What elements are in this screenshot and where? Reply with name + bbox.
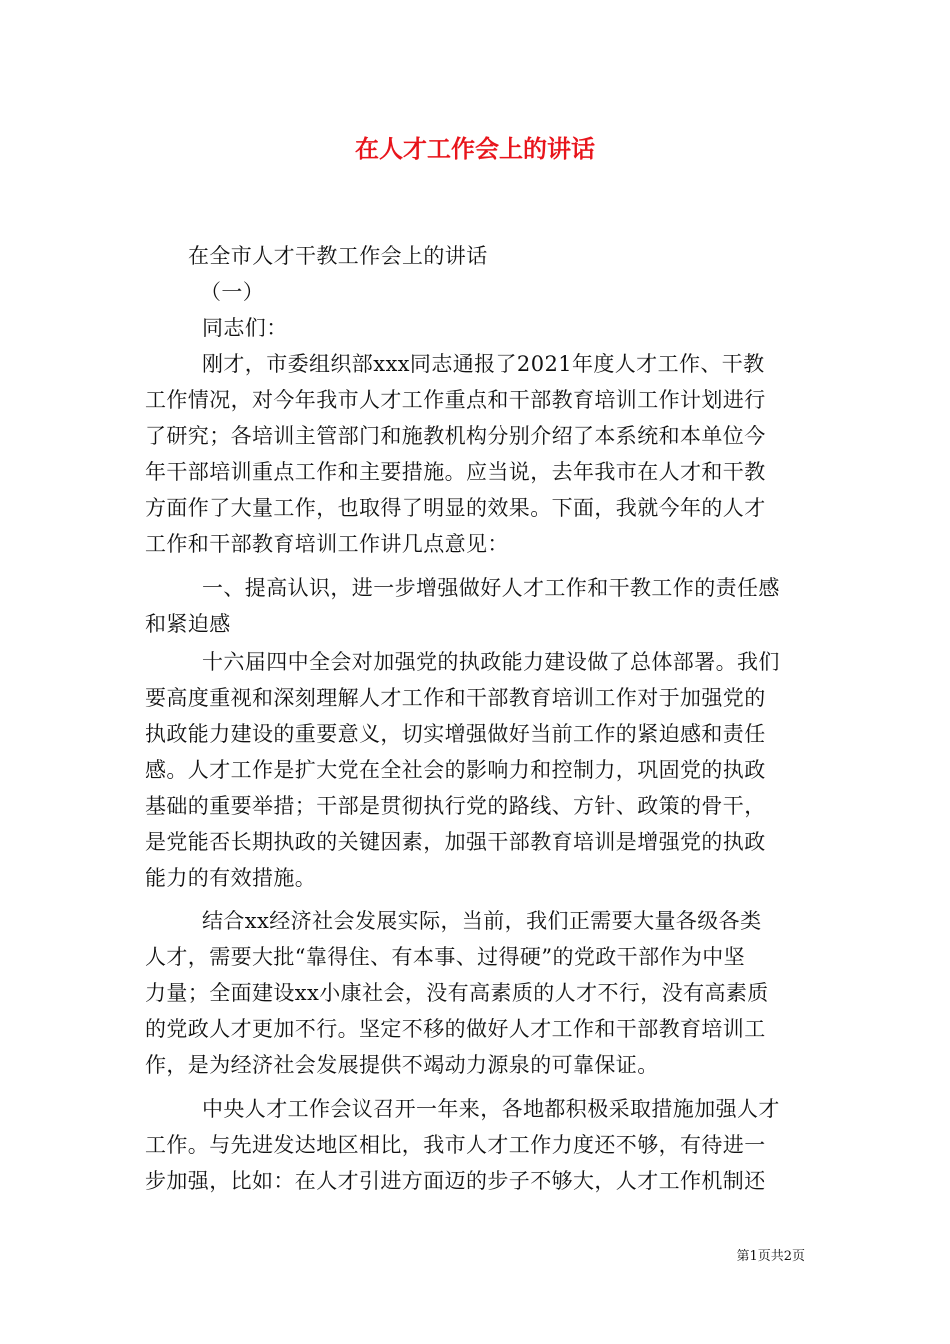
body-line: 和紧迫感 bbox=[145, 612, 231, 636]
body-line: 是党能否长期执政的关键因素，加强干部教育培训是增强党的执政 bbox=[145, 830, 766, 854]
body-line: 在全市人才干教工作会上的讲话 bbox=[188, 244, 488, 268]
body-line: 执政能力建设的重要意义，切实增强做好当前工作的紧迫感和责任 bbox=[145, 722, 766, 746]
body-line: 中央人才工作会议召开一年来，各地都积极采取措施加强人才 bbox=[202, 1097, 780, 1121]
body-line: 了研究；各培训主管部门和施教机构分别介绍了本系统和本单位今 bbox=[145, 424, 766, 448]
body-line: 人才，需要大批“靠得住、有本事、过得硬”的党政干部作为中坚 bbox=[145, 945, 746, 969]
body-line: 年干部培训重点工作和主要措施。应当说，去年我市在人才和干教 bbox=[145, 460, 766, 484]
body-line: 刚才，市委组织部xxx同志通报了2021年度人才工作、干教 bbox=[202, 352, 765, 376]
body-line: 基础的重要举措；干部是贯彻执行党的路线、方针、政策的骨干， bbox=[145, 794, 766, 818]
body-line: 工作。与先进发达地区相比，我市人才工作力度还不够，有待进一 bbox=[145, 1133, 766, 1157]
body-line: 作，是为经济社会发展提供不竭动力源泉的可靠保证。 bbox=[145, 1053, 659, 1077]
page-title: 在人才工作会上的讲话 bbox=[355, 134, 595, 163]
body-line: 方面作了大量工作，也取得了明显的效果。下面，我就今年的人才 bbox=[145, 496, 766, 520]
body-line: 要高度重视和深刻理解人才工作和干部教育培训工作对于加强党的 bbox=[145, 686, 766, 710]
body-line: 同志们： bbox=[202, 316, 288, 340]
page-number-footer: 第1页共2页 bbox=[736, 1249, 805, 1264]
body-line: 感。人才工作是扩大党在全社会的影响力和控制力，巩固党的执政 bbox=[145, 758, 766, 782]
body-line: （一） bbox=[200, 280, 265, 304]
body-line: 的党政人才更加不行。坚定不移的做好人才工作和干部教育培训工 bbox=[145, 1017, 766, 1041]
body-line: 结合xx经济社会发展实际，当前，我们正需要大量各级各类 bbox=[202, 909, 762, 933]
body-line: 力量；全面建设xx小康社会，没有高素质的人才不行，没有高素质 bbox=[145, 981, 769, 1005]
body-line: 工作情况，对今年我市人才工作重点和干部教育培训工作计划进行 bbox=[145, 388, 766, 412]
body-line: 十六届四中全会对加强党的执政能力建设做了总体部署。我们 bbox=[202, 650, 780, 674]
body-line: 工作和干部教育培训工作讲几点意见： bbox=[145, 532, 509, 556]
body-line: 一、提高认识，进一步增强做好人才工作和干教工作的责任感 bbox=[202, 576, 780, 600]
body-line: 能力的有效措施。 bbox=[145, 866, 317, 890]
body-line: 步加强，比如：在人才引进方面迈的步子不够大，人才工作机制还 bbox=[145, 1169, 766, 1193]
